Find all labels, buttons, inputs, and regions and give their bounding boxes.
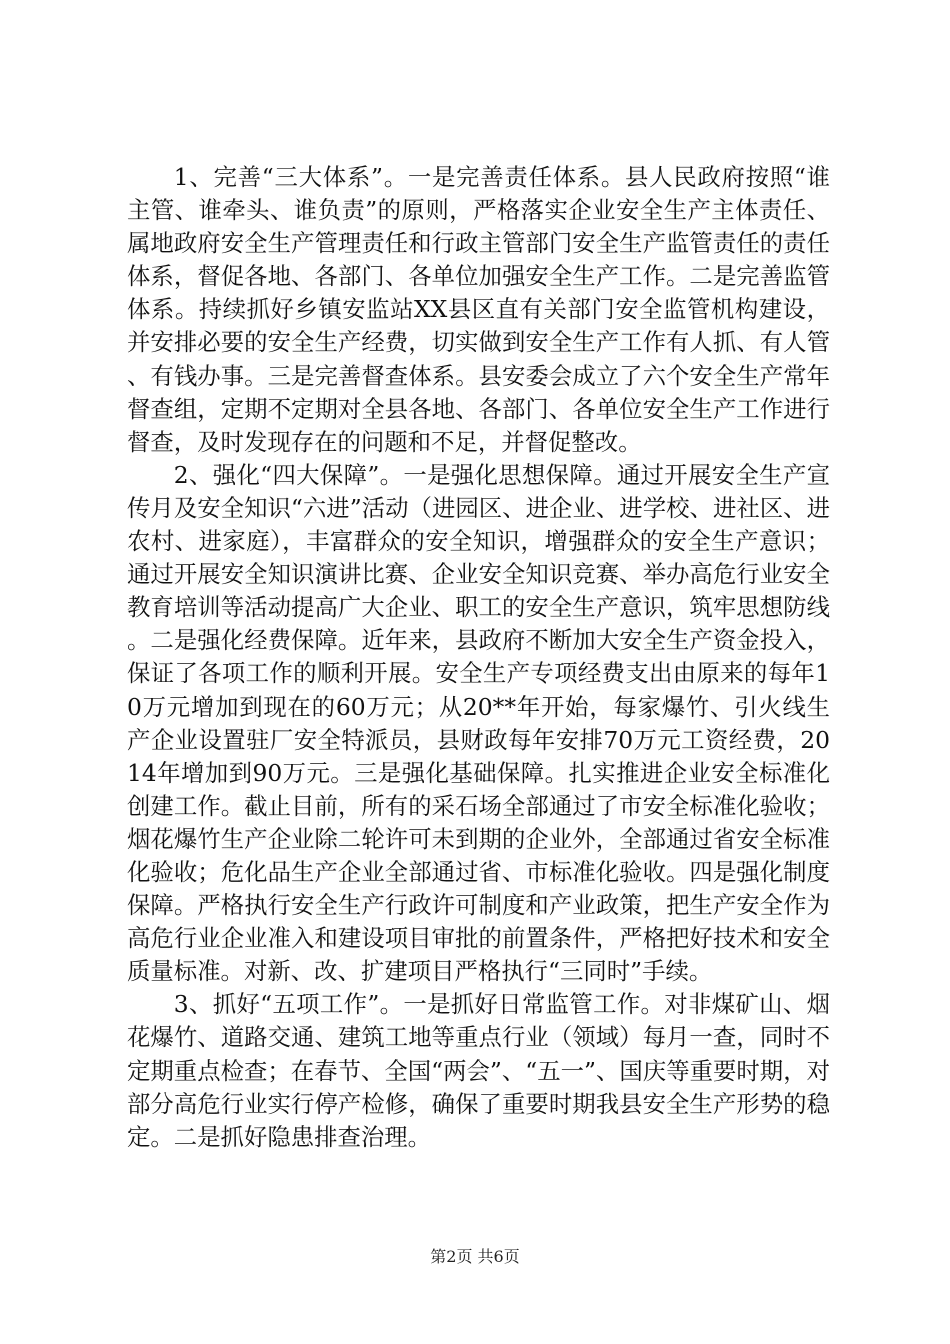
page-number-footer: 第2页 共6页 [430, 1247, 520, 1266]
paragraph-1: 1、完善“三大体系”。一是完善责任体系。县人民政府按照“谁主管、谁牵头、谁负责”的原则，严格落实企业安全生产主体责任、属地政府安全生产管理责任和行政主管部门安全生产监管责任的责任体系，督促各地、各部门、各单位加强安全生产工作。二是完善监管体系。持续抓好乡镇安监站XX县区直有关部门安全监管机构建设，并安排必要的安全生产经费，切实做到安全生产工作有人抓、有人管、有钱办事。三是完善督查体系。县安委会成立了六个安全生产常年督查组，定期不定期对全县各地、各部门、各单位安全生产工作进行督查，及时发现存在的问题和不足，并督促整改。 [127, 163, 830, 456]
document-body [127, 161, 830, 1154]
paragraph-3: 3、抓好“五项工作”。一是抓好日常监管工作。对非煤矿山、烟花爆竹、道路交通、建筑工地等重点行业（领域）每月一查，同时不定期重点检查；在春节、全国“两会”、“五一”、国庆等重要时期，对部分高危行业实行停产检修，确保了重要时期我县安全生产形势的稳定。二是抓好隐患排查治理。 [127, 990, 830, 1151]
paragraph-2: 2、强化“四大保障”。一是强化思想保障。通过开展安全生产宣传月及安全知识“六进”活动（进园区、进企业、进学校、进社区、进农村、进家庭），丰富群众的安全知识，增强群众的安全生产意识；通过开展安全知识演讲比赛、企业安全知识竞赛、举办高危行业安全教育培训等活动提高广大企业、职工的安全生产意识，筑牢思想防线。二是强化经费保障。近年来，县政府不断加大安全生产资金投入，保证了各项工作的顺利开展。安全生产专项经费支出由原来的每年10万元增加到现在的60万元；从20**年开始，每家爆竹、引火线生产企业设置驻厂安全特派员，县财政每年安排70万元工资经费，2014年增加到90万元。三是强化基础保障。扎实推进企业安全标准化创建工作。截止目前，所有的采石场全部通过了市安全标准化验收；烟花爆竹生产企业除二轮许可未到期的企业外，全部通过省安全标准化验收；危化品生产企业全部通过省、市标准化验收。四是强化制度保障。严格执行安全生产行政许可制度和产业政策，把生产安全作为高危行业企业准入和建设项目审批的前置条件，严格把好技术和安全质量标准。对新、改、扩建项目严格执行“三同时”手续。 [127, 460, 830, 986]
